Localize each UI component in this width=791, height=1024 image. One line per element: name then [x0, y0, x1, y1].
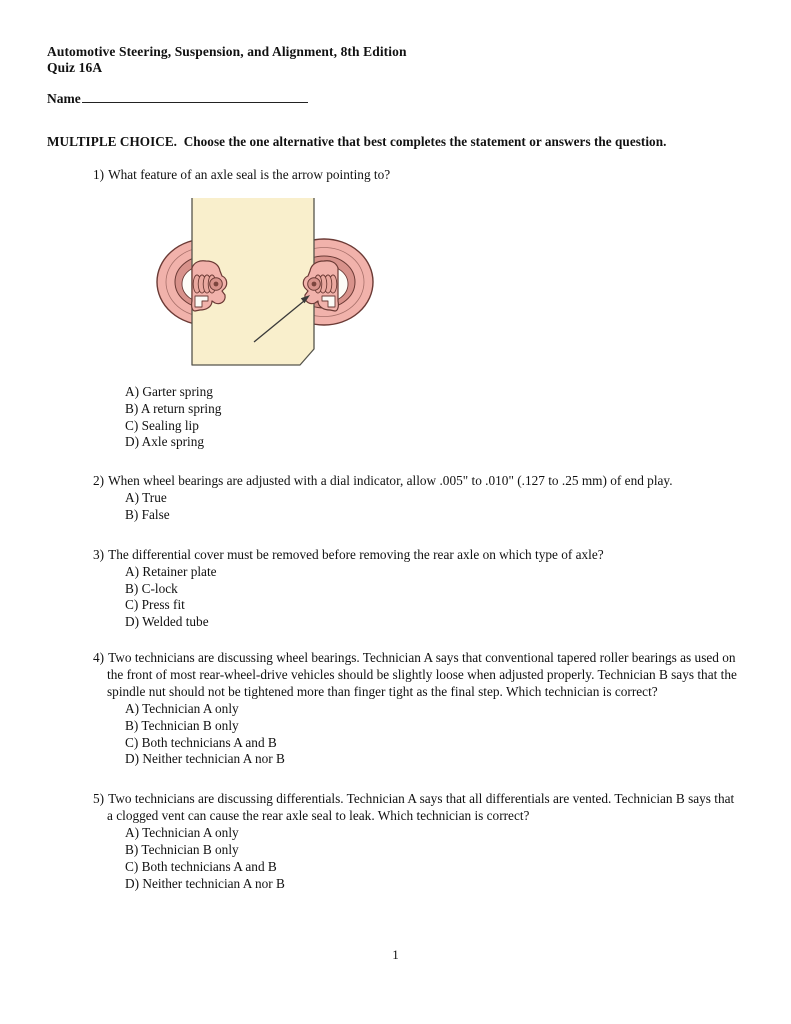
question-4-options	[125, 701, 743, 768]
question-2-options	[125, 490, 743, 524]
answer-option: C) Both technicians A and B	[125, 734, 277, 750]
answer-option: D) Neither technician A nor B	[125, 751, 285, 767]
question-5-options	[125, 825, 743, 892]
answer-option: A) True	[125, 490, 167, 506]
question-1-text	[93, 166, 743, 183]
name-row	[47, 89, 744, 107]
axle-seal-illustration	[154, 198, 394, 376]
question-1-options	[125, 384, 743, 451]
answer-option: B) Technician B only	[125, 841, 239, 857]
question-body: Two technicians are discussing differentials. Technician A says that all differentials are vented. Technician B says that a clogged vent can cause the rear axle seal to leak. Which technician is correct?	[107, 791, 735, 824]
question-number: 3)	[93, 546, 105, 562]
answer-option: B) C-lock	[125, 580, 178, 596]
book-title: Automotive Steering, Suspension, and Alignment, 8th Edition	[47, 44, 407, 59]
name-label: Name	[47, 91, 81, 106]
answer-option: D) Neither technician A nor B	[125, 875, 285, 891]
name-blank-line	[82, 89, 308, 103]
question-4-text	[93, 649, 743, 700]
question-2	[93, 472, 743, 524]
quiz-number: Quiz 16A	[47, 60, 103, 75]
header	[47, 44, 744, 76]
answer-option: B) A return spring	[125, 400, 222, 416]
answer-option: B) False	[125, 506, 170, 522]
question-3-text	[93, 546, 743, 563]
question-5	[93, 790, 743, 892]
answer-option: C) Both technicians A and B	[125, 858, 277, 874]
answer-option: A) Technician A only	[125, 700, 239, 716]
question-3-options	[125, 564, 743, 631]
question-body: Two technicians are discussing wheel bearings. Technician A says that conventional tapered roller bearings as used on the front of most rear-wheel-drive vehicles should be slightly loose when adjusted properly. Technician B says that the spindle nut should not be tightened more than finger tight as the final step. Which technician is correct?	[107, 649, 737, 699]
question-2-text	[93, 472, 743, 489]
answer-option: D) Welded tube	[125, 614, 209, 630]
question-4	[93, 649, 743, 768]
question-number: 2)	[93, 473, 105, 489]
answer-option: A) Retainer plate	[125, 563, 217, 579]
page-number: 1	[392, 947, 399, 962]
answer-option: D) Axle spring	[125, 434, 205, 450]
question-number: 1)	[93, 167, 105, 182]
axle-seal-figure	[154, 198, 394, 376]
question-3	[93, 546, 743, 631]
answer-option: C) Sealing lip	[125, 417, 199, 433]
question-body: The differential cover must be removed before removing the rear axle on which type of axle?	[108, 546, 604, 562]
question-body: When wheel bearings are adjusted with a dial indicator, allow .005" to .010" (.127 to .25 mm) of end play.	[108, 473, 673, 489]
answer-option: C) Press fit	[125, 597, 185, 613]
answer-option: B) Technician B only	[125, 717, 239, 733]
question-1	[93, 166, 743, 451]
question-5-text	[93, 790, 743, 824]
answer-option: A) Technician A only	[125, 825, 239, 841]
answer-option: A) Garter spring	[125, 384, 213, 399]
question-number: 4)	[93, 649, 105, 665]
question-body: What feature of an axle seal is the arrow pointing to?	[108, 167, 391, 182]
question-number: 5)	[93, 791, 105, 807]
instructions-line: MULTIPLE CHOICE. Choose the one alternative that best completes the statement or answers the question.	[47, 134, 667, 149]
